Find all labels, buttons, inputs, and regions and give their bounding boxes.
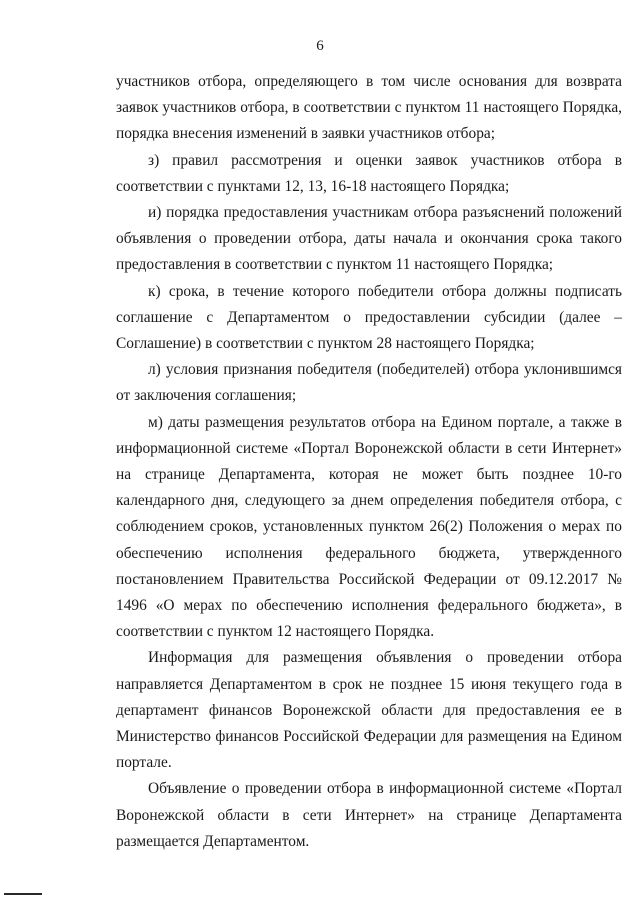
paragraph-information: Информация для размещения объявления о проведении отбора направляется Департаментом в срок не позднее 15 июня текущего года в департамент финансов Воронежской области для предоставления ее в Министерство финансов Российской Федерации для размещения на Едином портале. [116, 649, 622, 772]
paragraph-item-i: и) порядка предоставления участникам отбора разъяснений положений объявления о проведении отбора, даты начала и окончания срока такого предоставления в соответствии с пунктом 11 настоящего Порядка; [116, 204, 622, 274]
page-number: 6 [316, 38, 324, 54]
paragraph-announcement: Объявление о проведении отбора в информационной системе «Портал Воронежской области в сети Интернет» на странице Департамента размещается Департаментом. [116, 780, 622, 850]
scan-edge-mark [4, 893, 42, 895]
paragraph-item-k: к) срока, в течение которого победители отбора должны подписать соглашение с Департаментом о предоставлении субсидии (далее – Соглашение) в соответствии с пунктом 28 настоящего Порядка; [116, 282, 622, 353]
paragraph-item-m: м) даты размещения результатов отбора на Едином портале, а также в информационной системе «Портал Воронежской области в сети Интернет» на странице Департамента, которая не может быть позднее 10-го календарного дня, следующего за днем определения победителя отбора, с соблюдением сроков, установленных пунктом 26(2) Положения о мерах по обеспечению исполнения федерального бюджета, утвержденного постановлением Правительства Российской Федерации от 09.12.2017 № 1496 «О мерах по обеспечению исполнения федерального бюджета», в соответствии с пунктом 12 настоящего Порядка. [116, 413, 622, 641]
paragraph-item-z: з) правил рассмотрения и оценки заявок участников отбора в соответствии с пунктами 12, 13, 16-18 настоящего Порядка; [116, 151, 622, 195]
paragraph-continuation: участников отбора, определяющего в том числе основания для возврата заявок участников отбора, в соответствии с пунктом 11 настоящего Порядка, порядка внесения изменений в заявки участников отбора; [116, 73, 622, 143]
document-body [116, 69, 622, 855]
paragraph-item-l: л) условия признания победителя (победителей) отбора уклонившимся от заключения соглашения; [116, 361, 622, 405]
